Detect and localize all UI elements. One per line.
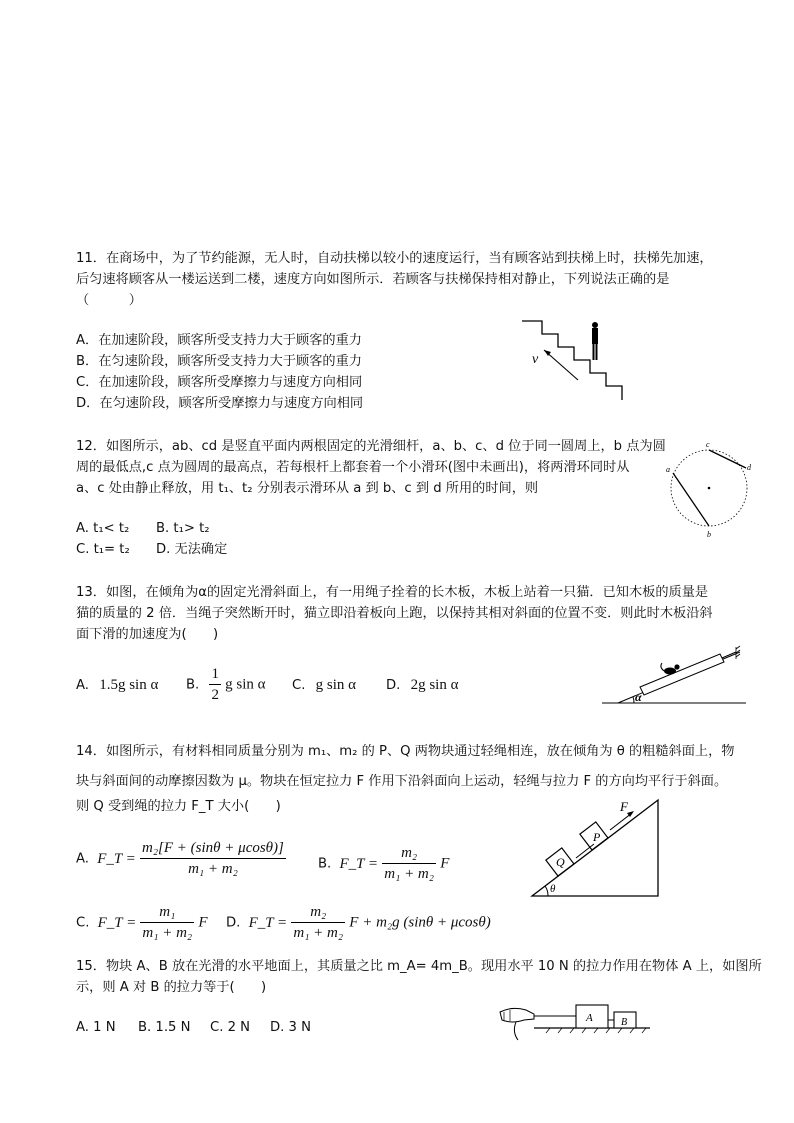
q14-option-b-tail: F: [440, 855, 450, 872]
q14-line-2: 块与斜面间的动摩擦因数为 μ。物块在恒定拉力 F 作用下沿斜面向上运动，轻绳与拉力 F 的方向均平行于斜面。: [76, 774, 728, 789]
question-11: [76, 248, 748, 311]
block-p-label: P: [593, 830, 601, 844]
q14-option-c-lhs: F_T =: [97, 914, 137, 931]
q12-option-b: B. t₁> t₂: [156, 521, 210, 536]
q12-option-a: A. t₁< t₂: [76, 521, 130, 536]
circle-rods-figure: [663, 437, 757, 541]
q14-option-d-label: D.: [226, 915, 241, 931]
q14-line-3: 则 Q 受到绳的拉力 F_T 大小( ): [76, 799, 281, 814]
incline-blocks-figure: [528, 796, 662, 900]
q13-option-b-denominator: 2: [211, 687, 219, 703]
q13-option-b-fraction: [209, 664, 221, 705]
q14-option-a-label: A.: [76, 851, 89, 867]
q14-option-d-fraction: [291, 902, 345, 943]
q13-option-b: [186, 664, 266, 705]
q11-line-1: 11．在商场中，为了节约能源，无人时，自动扶梯以较小的速度运行，当有顾客站到扶梯上时，扶梯先加速，: [76, 251, 713, 266]
q13-option-c-expr: g sin α: [315, 677, 356, 693]
point-c-label: c: [706, 440, 710, 449]
angle-alpha-label: α: [635, 690, 642, 704]
q14-option-d-denominator: m₁ + m₂: [293, 925, 344, 941]
q13-option-b-label: B.: [186, 677, 200, 693]
q12-line-1: 12．如图所示，ab、cd 是竖直平面内两根固定的光滑细杆，a、b、c、d 位于同一圆周上，b 点为圆: [76, 439, 666, 454]
q15-option-c: C. 2 N: [210, 1020, 251, 1035]
q14-option-c: [76, 902, 208, 943]
angle-arc: [545, 886, 548, 896]
circle-center: [708, 487, 711, 490]
force-f-label: F: [620, 799, 628, 814]
q11-option-c: C．在加速阶段，顾客所受摩擦力与速度方向相同: [76, 375, 363, 390]
q14-option-c-tail: F: [198, 914, 208, 931]
q14-option-a-numerator: m₂[F + (sinθ + μcosθ)]: [140, 838, 286, 859]
q12-option-d: D. 无法确定: [156, 542, 228, 557]
q14-option-b: [318, 843, 449, 884]
q11-option-a: A．在加速阶段，顾客所受支持力大于顾客的重力: [76, 333, 362, 348]
q14-line-1: 14．如图所示，有材料相同质量分别为 m₁、m₂ 的 P、Q 两物块通过轻绳相连，放在倾角为 θ 的粗糙斜面上，物: [76, 744, 735, 759]
q13-option-b-expr: g sin α: [225, 676, 266, 693]
q13-option-d: [386, 675, 458, 696]
q15-line-1: 15．物块 A、B 放在光滑的水平地面上，其质量之比 m_A= 4m_B。现用水平 10 N 的拉力作用在物体 A 上，如图所: [76, 959, 762, 974]
q15-option-b: B. 1.5 N: [138, 1020, 191, 1035]
q12-line-3: a、c 处由静止释放，用 t₁、t₂ 分别表示滑环从 a 到 b、c 到 d 所用的时间，则: [76, 481, 539, 496]
rod-cd: [709, 450, 746, 468]
q12-option-c: C. t₁= t₂: [76, 542, 130, 557]
q14-option-a-fraction: [140, 838, 286, 879]
q14-option-b-lhs: F_T =: [339, 855, 379, 872]
question-13: [76, 582, 748, 645]
q14-option-c-label: C.: [76, 915, 90, 931]
q11-line-3: （ ）: [76, 293, 142, 308]
blocks-pull-figure: [494, 1000, 652, 1048]
q13-line-2: 猫的质量的 2 倍．当绳子突然断开时，猫立即沿着板向上跑，以保持其相对斜面的位置不变．则此时木板沿斜: [76, 606, 713, 621]
q14-option-a-lhs: F_T =: [97, 850, 136, 867]
q14-option-b-label: B.: [318, 856, 332, 872]
q14-option-d-lhs: F_T =: [248, 914, 288, 931]
q13-line-1: 13．如图，在倾角为α的固定光滑斜面上，有一用绳子拴着的长木板，木板上站着一只猫．已知木板的质量是: [76, 585, 709, 600]
q13-option-a: [76, 675, 158, 696]
block-a-label: A: [586, 1012, 593, 1024]
rod-ab: [673, 473, 709, 526]
q14-option-c-denominator: m₁ + m₂: [142, 925, 193, 941]
q14-option-a-denominator: m₁ + m₂: [188, 861, 238, 877]
question-12: [76, 436, 676, 499]
floor-hatching: [546, 1028, 646, 1033]
q15-line-2: 示，则 A 对 B 的拉力等于( ): [76, 980, 267, 995]
q13-line-3: 面下滑的加速度为( ): [76, 627, 219, 642]
q14-option-b-denominator: m₁ + m₂: [384, 866, 434, 882]
angle-theta-label: θ: [550, 883, 556, 895]
q14-option-d: [226, 902, 491, 943]
q11-line-2: 后匀速将顾客从一楼运送到二楼，速度方向如图所示．若顾客与扶梯保持相对静止，下列说法正确的是: [76, 272, 670, 287]
angle-arc: [633, 697, 634, 703]
q14-option-d-numerator: m₂: [291, 902, 345, 923]
point-b-label: b: [707, 530, 711, 539]
q13-option-c-label: C.: [292, 678, 306, 693]
q13-option-d-expr: 2g sin α: [410, 677, 459, 693]
q15-option-a: A. 1 N: [76, 1020, 116, 1035]
q14-option-d-tail: F + m₂g (sinθ + μcosθ): [349, 914, 491, 931]
point-d-label: d: [747, 463, 751, 472]
q14-option-b-fraction: [382, 843, 436, 884]
block-b-label: B: [621, 1017, 628, 1028]
q12-line-2: 周的最低点,c 点为圆周的最高点，若每根杆上都套着一个小滑环(图中未画出)，将两滑环同时从: [76, 460, 630, 475]
q13-option-c: [292, 675, 356, 696]
escalator-figure: [520, 316, 630, 402]
wooden-board: [640, 654, 724, 695]
q14-option-b-numerator: m₂: [382, 843, 436, 864]
q13-option-a-label: A.: [76, 678, 89, 693]
q11-option-d: D．在匀速阶段，顾客所受摩擦力与速度方向相同: [76, 396, 364, 411]
q13-option-d-label: D.: [386, 678, 401, 693]
customer-figure: [592, 322, 598, 360]
block-q-label: Q: [556, 855, 565, 869]
q11-option-b: B．在匀速阶段，顾客所受支持力大于顾客的重力: [76, 354, 362, 369]
question-15: [76, 956, 762, 998]
incline-cat-figure: [600, 645, 748, 707]
q14-option-a: [76, 838, 286, 879]
q14-option-c-fraction: [140, 902, 194, 943]
point-a-label: a: [666, 465, 670, 474]
q13-option-b-numerator: 1: [209, 664, 221, 685]
velocity-label: v: [532, 352, 539, 367]
q14-option-c-numerator: m₁: [140, 902, 194, 923]
q15-option-d: D. 3 N: [270, 1020, 311, 1035]
pulling-hand-icon: [500, 1008, 534, 1040]
q13-option-a-expr: 1.5g sin α: [99, 677, 159, 693]
